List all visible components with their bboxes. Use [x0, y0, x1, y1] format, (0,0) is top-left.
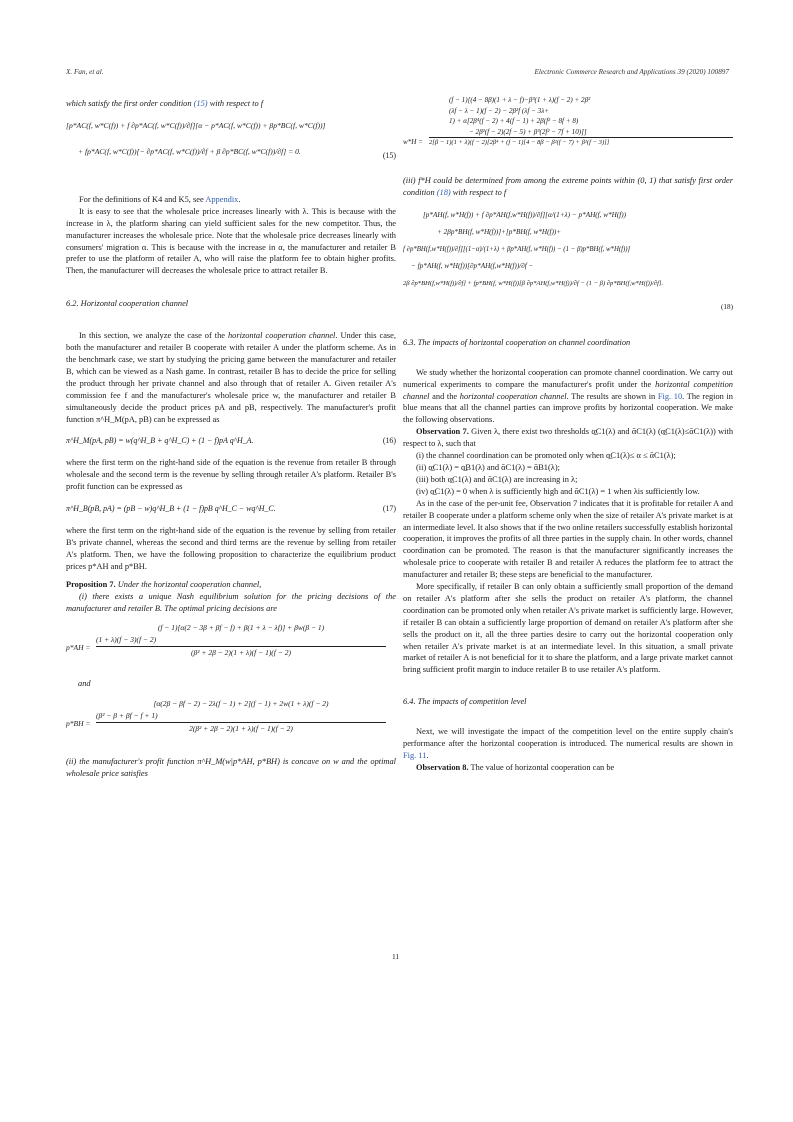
paragraph: In this section, we analyze the case of the horizontal cooperation channel. Under this case, both the manufacturer and retailer B cooperate with retailer A under the platform scheme. As in the benchmark case, we start by studying the pricing game between the manufacturer and retailer B, which can be viewed as a Nash game. In contrast, retailer B has to decide the price for selling the product through her private channel and also through that of retailer A. Given retailer A's commission fee f and the manufacturer's wholesale price w, the manufacturer and retailer B simultaneously decide the product prices pA and pB, respectively. The manufacturer's profit function π^H_M(pA, pB) can be expressed as	[66, 331, 396, 424]
proposition-part-i: (i) there exists a unique Nash equilibrium solution for the pricing decisions of the manufacturer and retailer B. The optimal pricing decisions are	[66, 591, 396, 613]
equation-number: (18)	[721, 302, 733, 311]
paragraph: where the first term on the right-hand side of the equation is the revenue by selling from retailer B's private channel, whereas the second and third terms are the revenue by selling from retailer A's platform. Then, we have the following proposition to characterize the equilibrium product prices p*AH and p*BH.	[66, 526, 396, 571]
equation-link[interactable]: (15)	[193, 99, 208, 108]
paragraph: Next, we will investigate the impact of the competition level on the entire supply chain's performance after the horizontal cooperation is introduced. The numerical results are shown in Fig. 11.	[403, 727, 733, 760]
right-column	[403, 95, 733, 774]
section-heading: 6.4. The impacts of competition level	[403, 697, 527, 707]
paragraph: As in the case of the per-unit fee, Observation 7 indicates that it is profitable for retailer A and retailer B cooperate under a platform scheme only when the size of retailer A's private market is at an intermediate level. It also shows that if the two online retailers successfully establish horizontal cooperation, it improves the profits of all three parties in the supply chain. In other words, channel coordination can be promoted. The reason is that the manufacturer significantly increases the wholesale price to cooperate with retailer B and retailer A reduces the platform fee to attract the manufacturer and retailer B; these steps are beneficial to the manufacturer.	[403, 498, 733, 580]
observation-item: (i) the channel coordination can be promoted only when α̲C1(λ)≤ α ≤ ᾱC1(λ);	[416, 451, 676, 461]
observation-item: (iii) both α̲C1(λ) and ᾱC1(λ) are increasing in λ;	[416, 474, 578, 484]
paragraph: which satisfy the first order condition (15) with respect to f	[66, 99, 264, 108]
equation-pBH: p*BH = [α(2β − βf − 2) − 2λ(f − 1) + 2](f − 1) + 2w(1 + λ)(f − 2) (β² − β + βf − f + 1) 2(β² + 2β − 2)(1 + λ)(f − 1)(f − 2)	[66, 698, 396, 750]
equation-number: (15)	[382, 150, 396, 160]
conjunction: and	[78, 679, 91, 689]
paragraph: More specifically, if retailer B can only obtain a sufficiently small proportion of the demand on retailer A's platform after she sells the product on retailer A's platform, the channel coordination can be promoted only when retailer A's private market is sufficiently large. However, if retailer B can obtain a sufficiently large proportion of demand on retailer A's platform after she sells the product on it, all the three parties desire to carry out the horizontal cooperation only when retailer A's private market is at an intermediate level. In this situation, a small private market of retailer A is not beneficial for it to share the platform, and a large private market cannot bring sufficient profit margin to induce retailer B to use retailer A's platform.	[403, 582, 733, 675]
section-heading: 6.3. The impacts of horizontal cooperation on channel coordination	[403, 337, 631, 347]
equation-line: + fp*AC(f, w*C(f))[− ∂p*AC(f, w*C(f))/∂f + β ∂p*BC(f, w*C(f))/∂f] = 0.	[78, 146, 301, 156]
left-column	[66, 95, 396, 780]
equation-number: (16)	[382, 436, 396, 446]
proposition-part-iii: (iii) f*H could be determined from among the extreme points within (0, 1) that satisfy first order condition (18) with respect to f	[403, 176, 733, 197]
running-header-authors: X. Fan, et al.	[66, 68, 104, 76]
proposition-part-ii: (ii) the manufacturer's profit function π^H_M(w|p*AH, p*BH) is concave on w and the optimal wholesale price satisfies	[66, 757, 396, 779]
proposition-7: Proposition 7. Under the horizontal cooperation channel,	[66, 579, 262, 589]
equation-number: (17)	[382, 504, 396, 514]
paragraph: For the definitions of K4 and K5, see Appendix.	[79, 194, 241, 204]
equation-line: [p*AC(f, w*C(f)) + f ∂p*AC(f, w*C(f))/∂f][α − p*AC(f, w*C(f)) + βp*BC(f, w*C(f))]	[66, 120, 326, 130]
section-heading: 6.2. Horizontal cooperation channel	[66, 299, 189, 309]
equation-16: π^H_M(pA, pB) = w(q^H_B + q^H_C) + (1 − f)pA q^H_A. (16)	[66, 436, 396, 446]
appendix-link[interactable]: Appendix	[205, 194, 239, 204]
observation-item: (ii) α̲C1(λ) = α̲B1(λ) and ᾱC1(λ) = ᾱB1(λ);	[416, 462, 560, 472]
equation-17: π^H_B(pB, pA) = (pB − w)q^H_B + (1 − f)pB q^H_C − wq^H_C. (17)	[66, 504, 396, 514]
equation-link[interactable]: (18)	[436, 187, 451, 197]
equation-15	[66, 120, 396, 174]
paragraph: where the first term on the right-hand side of the equation is the revenue from retailer B through wholesale and the second term is the revenue by selling through retailer A's platform. Retailer B's profit function can be expressed as	[66, 458, 396, 492]
observation-8: Observation 8. The value of horizontal cooperation can be	[416, 762, 615, 772]
equation-wH: w*H = (f − 1)[(4 − 8β)(1 + λ − f)−β³(1 + λ)(f − 2) + 2β² (λf − λ − 1)(f − 2) − 2β²f (λf − 3λ+ 1) + α[2β⁴(f − 2) + 4(f − 1) + 2β(f² − 8f + 8) − 2β²(f − 2)(2f − 5) + β³(2f² − 7f + 10)]] 2[β − 1)(1 + λ)(f − 2)[2β⁴ + (f − 1)[4 − 8β − β²(f − 7) + β²(f − 3)]]	[403, 95, 733, 169]
paragraph: It is easy to see that the wholesale price increases linearly with λ. This is because with the increase in λ, the platform sharing can yield sufficient sales for the new competitor. Thus, the manufacturer increases the wholesale price. Note that the wholesale price decreases linearly with consumers' migration α. This is because with the increase in α, the manufacturer and retailer B prefer to use the platform of retailer A, who will raise the platform fee to obtain higher profits. Then, the manufacturer will decreases the wholesale price to attract retailer B.	[66, 206, 396, 276]
figure-link[interactable]: Fig. 10	[657, 391, 683, 401]
equation-18: [p*AH(f, w*H(f)) + f ∂p*AH(f,w*H(f))/∂f][α/(1+λ) − p*AH(f, w*H(f)) + 2βp*BH(f, w*H(f))]+[p*BH(f, w*H(f))+ f ∂p*BH(f,w*H(f))/∂f][(1−α)/(1+λ) + βp*AH(f, w*H(f)) − (1 − β)p*BH(f, w*H(f))] − fp*AH(f, w*H(f))[∂p*AH(f,w*H(f))/∂f − 2β ∂p*BH(f,w*H(f))/∂f] + fp*BH(f, w*H(f))[β ∂p*AH(f,w*H(f))/∂f − (1 − β) ∂p*BH(f,w*H(f))/∂f]. (18)	[403, 207, 733, 315]
equation-pAH: p*AH = (f − 1)[α(2 − 3β + βf − f) + β(1 + λ − λf)] + βw(β − 1) (1 + λ)(f − 3)(f − 2) (β² + 2β − 2)(1 + λ)(f − 1)(f − 2)	[66, 622, 396, 674]
observation-7: Observation 7. Given λ, there exist two thresholds α̲C1(λ) and ᾱC1(λ) (α̲C1(λ)≤ᾱC1(λ)) with respect to λ, such that	[403, 427, 734, 449]
paragraph: We study whether the horizontal cooperation can promote channel coordination. We carry out numerical experiments to compare the manufacturer's profit under the horizontal competition channel and the horizontal cooperation channel. The results are shown in Fig. 10. The region in blue means that all the channel parties can improve profits by horizontal cooperation. We make the following observations.	[403, 367, 733, 425]
observation-item: (iv) α̲C1(λ) = 0 when λ is sufficiently high and ᾱC1(λ) = 1 when λis sufficiently low.	[416, 486, 700, 496]
running-header-journal: Electronic Commerce Research and Applications 39 (2020) 100897	[534, 68, 729, 76]
figure-link[interactable]: Fig. 11	[403, 751, 427, 760]
page-number: 11	[392, 952, 400, 961]
